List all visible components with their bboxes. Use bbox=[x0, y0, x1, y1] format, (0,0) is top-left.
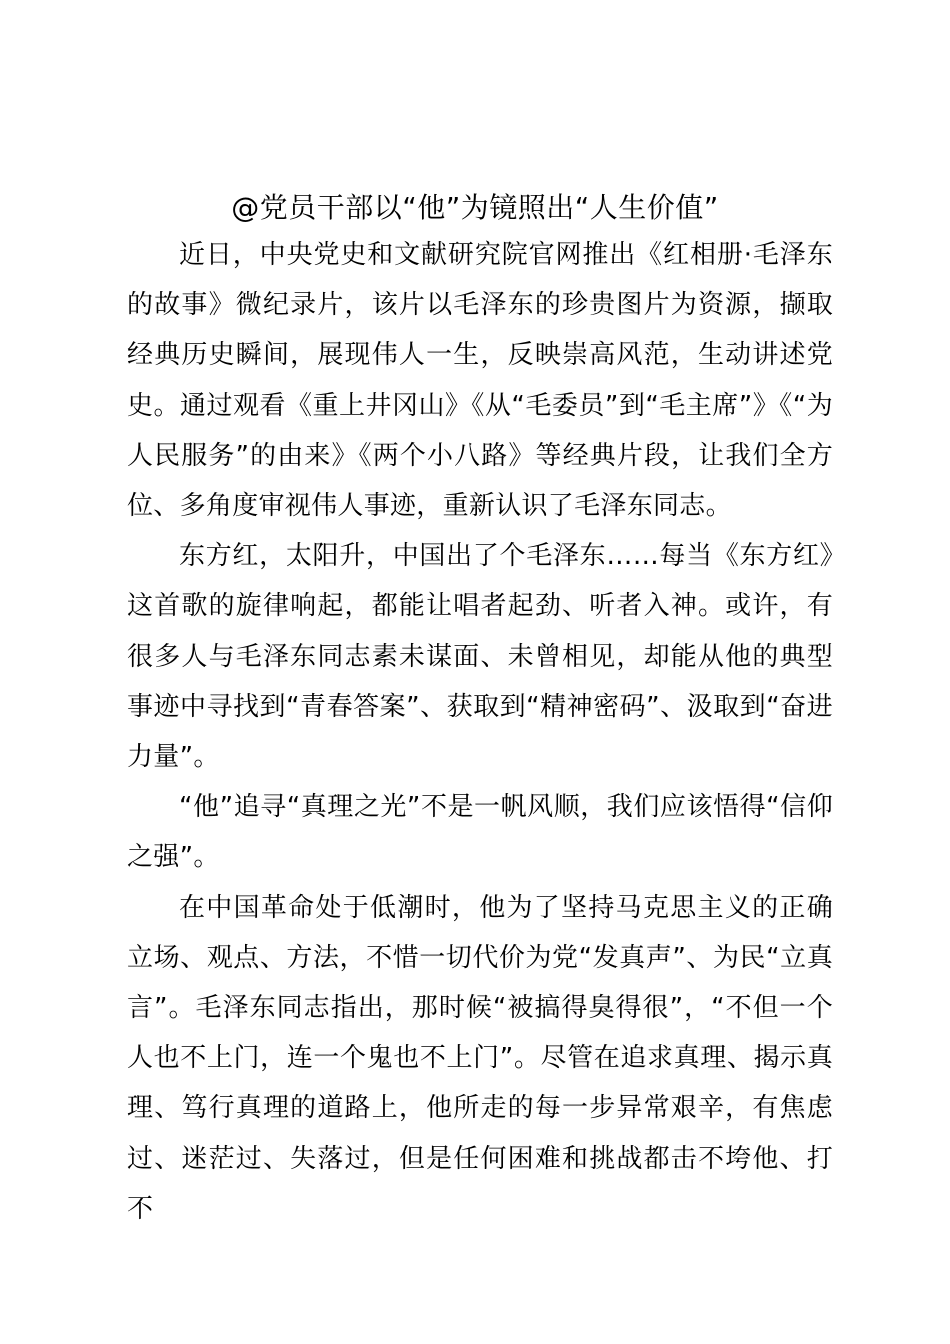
document-body bbox=[127, 230, 833, 1234]
paragraph-2: 东方红，太阳升，中国出了个毛泽东……每当《东方红》这首歌的旋律响起，都能让唱者起劲、听者入神。或许，有很多人与毛泽东同志素未谋面、未曾相见，却能从他的典型事迹中寻找到“青春答案”、获取到“精神密码”、汲取到“奋进力量”。 bbox=[127, 541, 833, 773]
paragraph-1: 近日，中央党史和文献研究院官网推出《红相册·毛泽东的故事》微纪录片，该片以毛泽东的珍贵图片为资源，撷取经典历史瞬间，展现伟人一生，反映崇高风范，生动讲述党史。通过观看《重上井冈山》《从“毛委员”到“毛主席”》《“为人民服务”的由来》《两个小八路》等经典片段，让我们全方位、多角度审视伟人事迹，重新认识了毛泽东同志。 bbox=[127, 240, 833, 522]
document-title: @党员干部以“他”为镜照出“人生价值” bbox=[231, 191, 719, 224]
paragraph-3: “他”追寻“真理之光”不是一帆风顺，我们应该悟得“信仰之强”。 bbox=[127, 792, 833, 873]
paragraph-4: 在中国革命处于低潮时，他为了坚持马克思主义的正确立场、观点、方法，不惜一切代价为党“发真声”、为民“立真言”。毛泽东同志指出，那时候“被搞得臭得很”，“不但一个人也不上门，连一个鬼也不上门”。尽管在追求真理、揭示真理、笃行真理的道路上，他所走的每一步异常艰辛，有焦虑过、迷茫过、失落过，但是任何困难和挑战都击不垮他、打不 bbox=[127, 892, 833, 1224]
